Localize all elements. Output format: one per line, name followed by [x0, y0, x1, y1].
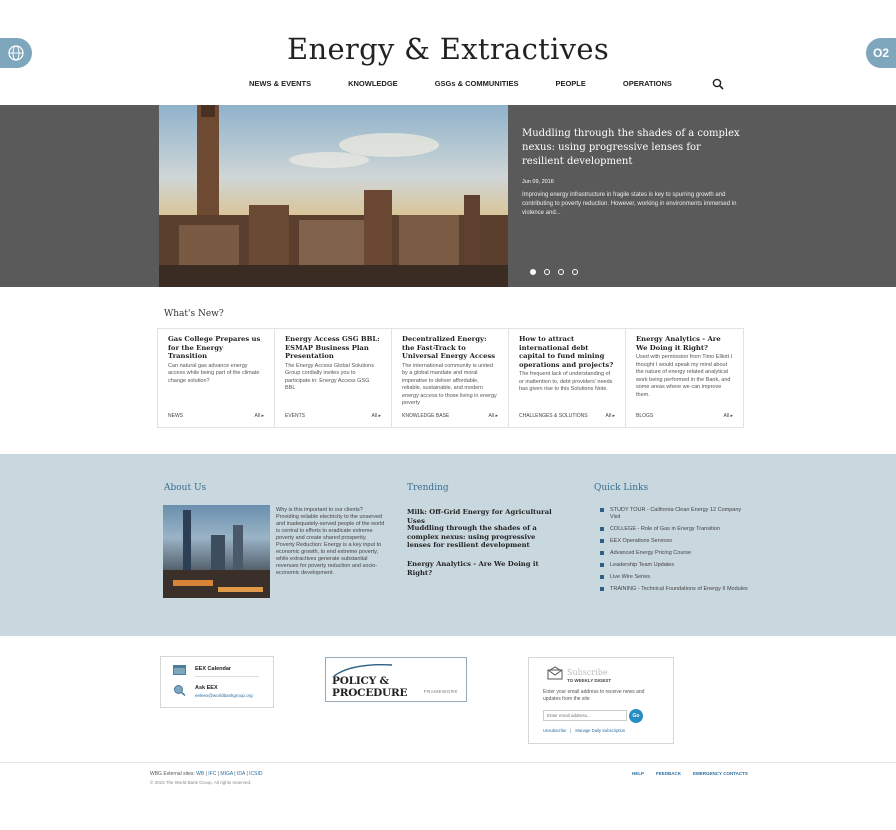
carousel-dot-2[interactable]: [544, 269, 550, 275]
footer-link-miga[interactable]: MIGA: [220, 771, 233, 777]
card-footer: [636, 413, 733, 419]
trending-item[interactable]: Muddling through the shades of a complex nexus: using progressive lenses for resilient development: [407, 524, 537, 549]
footer-copyright: © 2015 The World Bank Group, All rights reserved.: [150, 780, 252, 785]
subscribe-links: [543, 728, 625, 733]
external-label: WBG External sites:: [150, 771, 195, 777]
card-category[interactable]: EVENTS: [285, 413, 306, 419]
card-category[interactable]: NEWS: [168, 413, 183, 419]
footer-divider: [0, 762, 896, 763]
eex-calendar-link[interactable]: EEX Calendar: [195, 666, 232, 672]
carousel-dots: [530, 269, 578, 275]
card-category[interactable]: CHALLENGES & SOLUTIONS: [519, 413, 588, 419]
card-footer: [402, 413, 498, 419]
hero-image[interactable]: [159, 105, 508, 287]
whats-new-cards: [157, 328, 744, 428]
news-card[interactable]: [158, 329, 275, 427]
carousel-dot-3[interactable]: [558, 269, 564, 275]
about-heading: About Us: [164, 483, 207, 493]
bullet-icon: [600, 575, 604, 579]
quick-link[interactable]: Leadership Team Updates: [600, 562, 750, 569]
card-body: Used with permission from Timo Elliott I thought I would speak my mind about the nature of energy related analytical work being performed in the Bank, and some areas where we can improve them.: [636, 354, 733, 398]
news-card[interactable]: [509, 329, 626, 427]
card-title[interactable]: Gas College Prepares us for the Energy Transition: [168, 335, 261, 360]
hero-content: [522, 127, 742, 218]
about-city-image: [163, 505, 270, 598]
trending-item[interactable]: Energy Analytics - Are We Doing it Right?: [407, 560, 539, 577]
nav-people[interactable]: PEOPLE: [555, 79, 586, 88]
hero-description: Improving energy infrastructure in fragile states is key to spurring growth and contributing to poverty reduction. However, working in environments immersed in violence and...: [522, 192, 737, 216]
policy-subtitle: FRAMEWORK: [423, 689, 458, 694]
calendar-icon: [173, 664, 186, 675]
bullet-icon: [600, 551, 604, 555]
trending-heading: Trending: [407, 483, 449, 493]
hero-title[interactable]: Muddling through the shades of a complex nexus: using progressive lenses for resilient development: [522, 128, 740, 167]
footer-link-ifc[interactable]: IFC: [208, 771, 217, 777]
card-title[interactable]: How to attract international debt capital to fund mining operations and projects?: [519, 335, 614, 369]
card-title[interactable]: Decentralized Energy: the Fast-Track to Universal Energy Access: [402, 335, 496, 360]
footer-help-link[interactable]: HELP: [632, 771, 645, 776]
card-body: The frequent lack of understanding of or inattention to, debt providers' needs has given rise to this Solutions Note.: [519, 371, 613, 392]
quick-link[interactable]: EEX Operations Services: [600, 538, 750, 545]
footer-link-ida[interactable]: IDA: [237, 771, 246, 777]
card-body: The Energy Access Global Solutions Group cordially invites you to participate in: Energy Access GSG BBL: [285, 362, 374, 391]
site-title[interactable]: Energy & Extractives: [287, 32, 609, 66]
news-card[interactable]: [275, 329, 392, 427]
about-text: Why is this important to our clients? Providing reliable electricity to the unserved and inadequately-served people of the world is central to efforts to eradicate extreme poverty and create shared prosperity. Poverty Reduction: Energy is a key input to economic growth, to end extreme poverty, while extractives generate substantial revenues for poverty reduction and socio-economic development.: [276, 507, 385, 576]
card-title[interactable]: Energy Analytics - Are We Doing it Right?: [636, 335, 721, 352]
card-all-link[interactable]: All ▸: [254, 413, 264, 419]
about-image: [163, 505, 270, 598]
bullet-icon: [600, 563, 604, 567]
o2-label: O2: [872, 46, 889, 60]
subscribe-email-input[interactable]: [543, 710, 627, 721]
ask-eex-email[interactable]: eeleex@worldbankgroup.org: [195, 693, 253, 698]
hero-cityscape: [159, 105, 508, 287]
footer-link-wb[interactable]: WB: [196, 771, 205, 777]
link-separator: |: [570, 728, 572, 733]
footer-link-icsid[interactable]: ICSID: [249, 771, 263, 777]
envelope-icon: [547, 666, 563, 680]
subscribe-go-button[interactable]: Go: [629, 709, 643, 723]
nav-gsgs-communities[interactable]: GSGs & COMMUNITIES: [434, 79, 519, 88]
card-body: Can natural gas advance energy access while being part of the climate change solution?: [168, 362, 260, 384]
hero-date: Jun 09, 2016: [522, 179, 554, 185]
widget-divider: [195, 676, 259, 677]
quick-link[interactable]: TRAINING - Technical Foundations of Energy II Modules: [600, 586, 750, 593]
card-all-link[interactable]: All ▸: [723, 413, 733, 419]
whats-new-heading: What's New?: [164, 309, 224, 319]
quick-link[interactable]: Advanced Energy Pricing Course: [600, 550, 750, 557]
trending-item[interactable]: Milk: Off-Grid Energy for Agricultural Uses: [407, 508, 552, 525]
quick-links-list: [600, 507, 750, 598]
nav-news-events[interactable]: NEWS & EVENTS: [249, 79, 312, 88]
news-card[interactable]: [392, 329, 509, 427]
subscribe-title: Subscribe: [567, 668, 608, 677]
nav-knowledge[interactable]: KNOWLEDGE: [348, 79, 398, 88]
quick-link[interactable]: STUDY TOUR - California Clean Energy 12 Company Visit: [600, 507, 750, 521]
manage-subscription-link[interactable]: Manage Daily Subscription: [575, 728, 626, 733]
subscribe-subtitle: TO WEEKLY DIGEST: [567, 678, 612, 683]
bullet-icon: [600, 527, 604, 531]
carousel-dot-1[interactable]: [530, 269, 536, 275]
news-card[interactable]: [626, 329, 743, 427]
policy-procedure-banner[interactable]: [325, 657, 467, 702]
card-all-link[interactable]: All ▸: [488, 413, 498, 419]
unsubscribe-link[interactable]: Unsubscribe: [543, 728, 567, 733]
subscribe-description: Enter your email address to receive news and updates from the site: [543, 689, 645, 702]
footer-feedback-link[interactable]: FEEDBACK: [656, 771, 682, 776]
bullet-icon: [600, 587, 604, 591]
ask-search-icon: [173, 684, 186, 696]
card-footer: [168, 413, 264, 419]
main-nav: [249, 79, 709, 88]
card-title[interactable]: Energy Access GSG BBL: ESMAP Business Plan Presentation: [285, 335, 380, 360]
search-icon[interactable]: [712, 78, 724, 90]
card-category[interactable]: BLOGS: [636, 413, 654, 419]
nav-operations[interactable]: OPERATIONS: [622, 79, 672, 88]
card-all-link[interactable]: All ▸: [371, 413, 381, 419]
card-all-link[interactable]: All ▸: [605, 413, 615, 419]
subscribe-widget: [528, 657, 674, 744]
bullet-icon: [600, 539, 604, 543]
bullet-icon: [600, 508, 604, 512]
ask-eex-label: Ask EEX: [195, 685, 218, 691]
eex-calendar-widget: [160, 656, 274, 708]
quick-link[interactable]: COLLEGE - Role of Gas in Energy Transition: [600, 526, 750, 533]
card-footer: [519, 413, 615, 419]
footer-emergency-link[interactable]: EMERGENCY CONTACTS: [693, 771, 748, 776]
card-footer: [285, 413, 381, 419]
hero-carousel: [0, 105, 896, 287]
quick-link[interactable]: Live Wire Series: [600, 574, 750, 581]
carousel-dot-4[interactable]: [572, 269, 578, 275]
policy-title: POLICY & PROCEDURE: [332, 675, 408, 699]
quick-links-heading: Quick Links: [594, 483, 649, 493]
footer-external-links: WBG External sites: WB | IFC | MIGA | IDA | ICSID: [150, 771, 263, 777]
footer-right-links: [632, 771, 748, 776]
card-body: The international community is united by a global mandate and moral imperative to deliver affordable, reliable, sustainable, and modern energy access to those living in energy poverty: [402, 362, 497, 406]
card-category[interactable]: KNOWLEDGE BASE: [402, 413, 450, 419]
